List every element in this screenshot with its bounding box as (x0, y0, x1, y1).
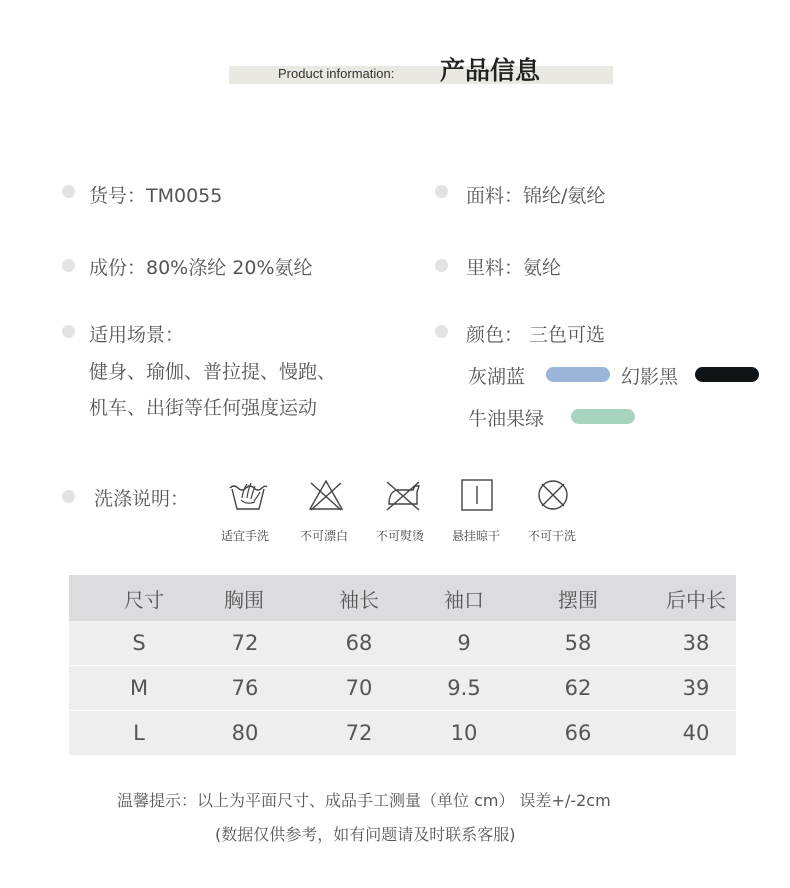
cell-sleeve-length: 70 (345, 676, 373, 700)
table-row (69, 621, 736, 665)
scenes-title: 适用场景： (89, 324, 185, 346)
header-back-length: 后中长 (666, 587, 726, 612)
bullet-dot (62, 185, 75, 198)
cell-size: L (133, 721, 145, 745)
cell-chest: 80 (231, 721, 259, 745)
title-english: Product information: (278, 66, 395, 81)
hang-dry-label: 悬挂晾干 (452, 529, 501, 543)
cell-back-length: 40 (682, 721, 710, 745)
cell-chest: 72 (231, 631, 259, 655)
scenes-line-2: 机车、出街等任何强度运动 (89, 397, 318, 419)
table-row (69, 710, 736, 755)
color-swatch-green (571, 409, 635, 424)
bullet-dot (62, 325, 75, 338)
measurement-note: 温馨提示：以上为平面尺寸、成品手工测量（单位 cm） 误差+/-2cm (117, 791, 611, 810)
bullet-dot (62, 490, 75, 503)
disclaimer-note: (数据仅供参考，如有问题请及时联系客服) (215, 825, 516, 844)
color-title: 颜色： 三色可选 (466, 324, 606, 346)
cell-cuff: 9 (457, 631, 471, 655)
no-bleach-label: 不可漂白 (300, 529, 349, 543)
no-dry-clean-label: 不可干洗 (528, 529, 577, 543)
color-name-black: 幻影黑 (621, 366, 679, 388)
scenes-line-1: 健身、瑜伽、普拉提、慢跑、 (89, 361, 337, 383)
table-row (69, 665, 736, 710)
header-chest: 胸围 (224, 587, 264, 612)
no-bleach-icon (306, 478, 346, 512)
hand-wash-icon (228, 478, 268, 512)
no-iron-icon (383, 478, 423, 512)
cell-hem: 66 (564, 721, 592, 745)
cell-back-length: 38 (682, 631, 710, 655)
bullet-dot (62, 259, 75, 272)
hand-wash-label: 适宜手洗 (221, 529, 270, 543)
item-number: 货号：TM0055 (89, 185, 223, 207)
cell-sleeve-length: 68 (345, 631, 373, 655)
no-dry-clean-icon (533, 478, 573, 512)
table-header-row (69, 575, 736, 621)
cell-chest: 76 (231, 676, 259, 700)
cell-cuff: 10 (450, 721, 478, 745)
color-name-blue: 灰湖蓝 (468, 366, 526, 388)
color-swatch-blue (546, 367, 610, 382)
cell-sleeve-length: 72 (345, 721, 373, 745)
lining: 里料：氨纶 (466, 257, 562, 279)
title-chinese: 产品信息 (440, 56, 541, 85)
header-sleeve-length: 袖长 (339, 587, 379, 612)
no-iron-label: 不可熨烫 (376, 529, 425, 543)
color-name-green: 牛油果绿 (468, 408, 545, 430)
cell-size: M (129, 676, 149, 700)
bullet-dot (435, 259, 448, 272)
cell-hem: 58 (564, 631, 592, 655)
care-title: 洗涤说明： (94, 488, 190, 510)
size-table (69, 575, 736, 755)
cell-back-length: 39 (682, 676, 710, 700)
header-cuff: 袖口 (444, 587, 484, 612)
color-swatch-black (695, 367, 759, 382)
header-hem: 摆围 (558, 587, 598, 612)
cell-size: S (132, 631, 146, 655)
bullet-dot (435, 325, 448, 338)
fabric: 面料：锦纶/氨纶 (466, 185, 606, 207)
header-size: 尺寸 (124, 587, 164, 612)
bullet-dot (435, 185, 448, 198)
cell-cuff: 9.5 (447, 676, 481, 700)
cell-hem: 62 (564, 676, 592, 700)
composition: 成份：80%涤纶 20%氨纶 (89, 257, 313, 279)
hang-dry-icon (457, 478, 497, 512)
